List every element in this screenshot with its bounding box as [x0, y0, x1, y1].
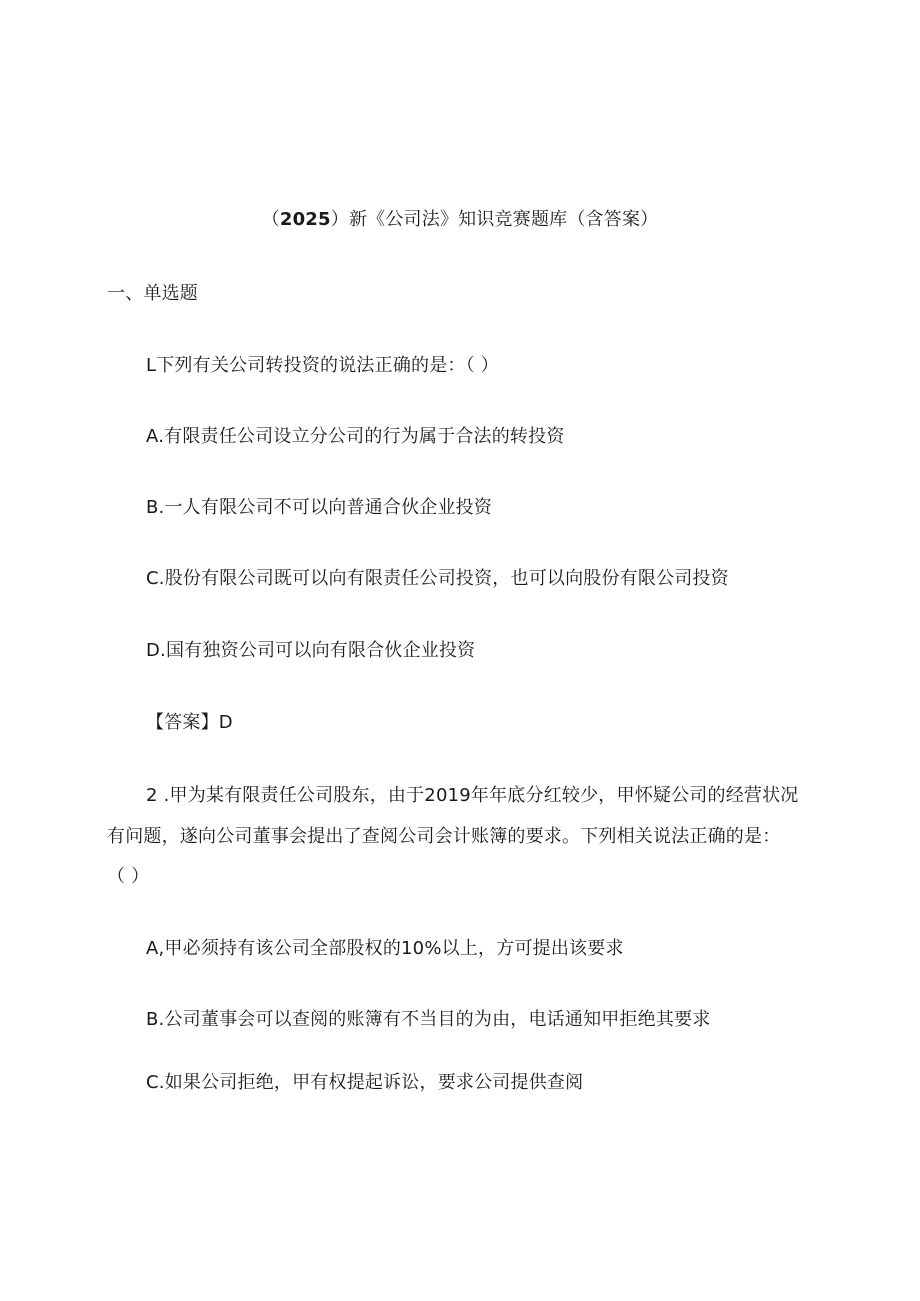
title-prefix: （ [261, 209, 280, 230]
document-title [0, 209, 920, 231]
question-1-option-d: D.国有独资公司可以向有限合伙企业投资 [146, 640, 476, 661]
title-rest: ）新《公司法》知识竞赛题库（含答案） [330, 209, 659, 230]
question-1-option-a: A.有限责任公司设立分公司的行为属于合法的转投资 [146, 426, 565, 447]
question-2-stem-line-2: 有问题，遂向公司董事会提出了查阅公司会计账簿的要求。下列相关说法正确的是： [107, 826, 781, 847]
question-2-option-b: B.公司董事会可以查阅的账簿有不当目的为由，电话通知甲拒绝其要求 [146, 1009, 711, 1030]
section-heading: 一、单选题 [107, 283, 198, 304]
question-2-option-a: A,甲必须持有该公司全部股权的10%以上，方可提出该要求 [146, 938, 624, 959]
title-year: 2025 [279, 209, 331, 230]
question-2-stem-line-1: 2 .甲为某有限责任公司股东，由于2019年年底分红较少，甲怀疑公司的经营状况 [146, 785, 799, 806]
question-1-stem: L下列有关公司转投资的说法正确的是：（ ） [146, 355, 499, 376]
question-1-option-c: C.股份有限公司既可以向有限责任公司投资，也可以向股份有限公司投资 [146, 568, 729, 589]
question-1-option-b: B.一人有限公司不可以向普通合伙企业投资 [146, 497, 493, 518]
question-1-answer: 【答案】D [146, 712, 233, 733]
question-2-option-c: C.如果公司拒绝，甲有权提起诉讼，要求公司提供查阅 [146, 1072, 584, 1093]
question-2-stem-line-3: （ ） [107, 866, 150, 887]
